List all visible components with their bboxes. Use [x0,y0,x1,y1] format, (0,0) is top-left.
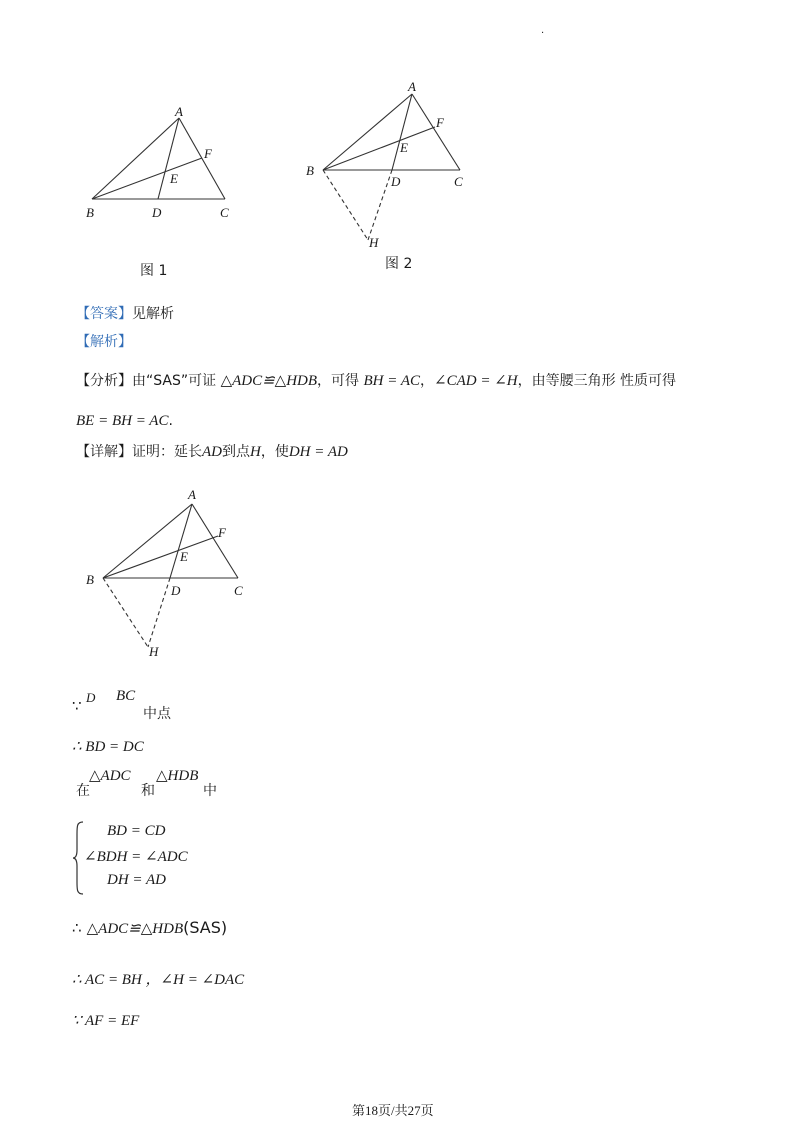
segment-ad [170,504,192,578]
segment-bf [92,158,202,199]
step3-triangle-adc: △ADC [89,768,131,784]
label-d: D [152,205,162,220]
xiangjie-math-ad: AD [202,444,222,460]
figure-2-caption: 图 2 [385,256,413,272]
segment-ad [392,94,412,170]
label-h: H [149,644,159,659]
segment-dh-dashed [148,578,170,647]
system-eq-2: ∠BDH = ∠ADC [84,849,188,865]
fenxi-tag: 【分析】 [76,373,132,389]
step3-he: 和 [141,783,155,799]
xiangjie-tag: 【详解】 [76,444,132,460]
label-e: E [170,171,178,186]
step4-sas: (SAS) [183,918,228,937]
step3-zhong: 中 [203,783,217,799]
figure-1-triangle [80,100,260,230]
segment-bf [103,536,218,578]
step6-af-ef: ∵ AF = EF [72,1013,140,1029]
segment-ac [192,504,238,578]
segment-ab [323,94,412,170]
fenxi-text-3: ， [420,373,435,389]
label-a: A [188,487,196,502]
label-f: F [218,525,226,540]
step4-line [72,918,227,938]
label-b: B [306,163,314,178]
label-c: C [454,174,463,189]
segment-ab [92,118,179,199]
therefore-symbol: ∴ [72,919,82,937]
system-eq-1: BD = CD [107,823,166,839]
label-d: D [171,583,181,598]
step1-point-d: D [86,690,96,705]
figure-3-triangle [78,484,278,664]
fenxi-conclusion: BE = BH = AC [76,413,169,429]
segment-bf [323,127,435,170]
xiangjie-text-3: ，使 [260,444,289,460]
segment-bh-dashed [323,170,368,240]
step2-bd-dc: ∴ BD = DC [72,739,144,755]
xiangjie-math-h: H [250,444,261,460]
fenxi-text-1: 由“SAS”可证 [132,373,217,389]
xiangjie-text-2: 到点 [222,444,250,460]
fenxi-eq-2: ∠CAD = ∠H [434,373,518,389]
segment-ac [412,94,460,170]
label-f: F [436,115,444,130]
xiangjie-text-1: 证明：延长 [132,444,202,460]
segment-dh-dashed [368,170,392,240]
header-mark: · [541,28,545,39]
label-c: C [234,583,243,598]
figure-1-caption: 图 1 [140,263,168,279]
xiangjie-math-dh-ad: DH = AD [288,444,348,460]
step4-congruence: △ADC≌△HDB [86,921,184,937]
label-d: D [391,174,401,189]
fenxi-eq-1: BH = AC [363,373,421,389]
label-c: C [220,205,229,220]
step3-triangle-hdb: △HDB [156,768,199,784]
label-e: E [400,140,408,155]
fenxi-text-4: ，由等腰三角形 性质可得 [517,373,677,389]
label-a: A [175,104,183,119]
label-e: E [180,549,188,564]
because-symbol-1: ∵ [72,697,82,715]
step3-zai: 在 [76,783,90,799]
step5-conclusion: ∴ AC = BH ，∠H = ∠DAC [72,972,245,988]
segment-ad [158,118,179,199]
label-f: F [204,146,212,161]
analysis-tag: 【解析】 [76,334,132,350]
step1-midpoint-text: 中点 [143,706,171,722]
system-eq-3: DH = AD [107,872,167,888]
label-b: B [86,572,94,587]
fenxi-period: . [168,413,173,429]
answer-text: 见解析 [132,306,174,322]
page-number: 第18页/共27页 [352,1103,434,1118]
xiangjie-line [76,441,348,461]
segment-ab [103,504,192,578]
fenxi-text-2: ，可得 [317,373,360,389]
figure-2-triangle [300,72,480,262]
segment-bh-dashed [103,578,148,647]
fenxi-line-1 [76,370,676,390]
label-a: A [408,79,416,94]
label-b: B [86,205,94,220]
step1-segment-bc: BC [116,688,136,704]
fenxi-line-2 [76,410,173,430]
answer-line [76,303,174,323]
answer-tag: 【答案】 [76,306,132,322]
label-h: H [369,235,379,250]
fenxi-congruence: △ADC≌△HDB [220,373,318,389]
